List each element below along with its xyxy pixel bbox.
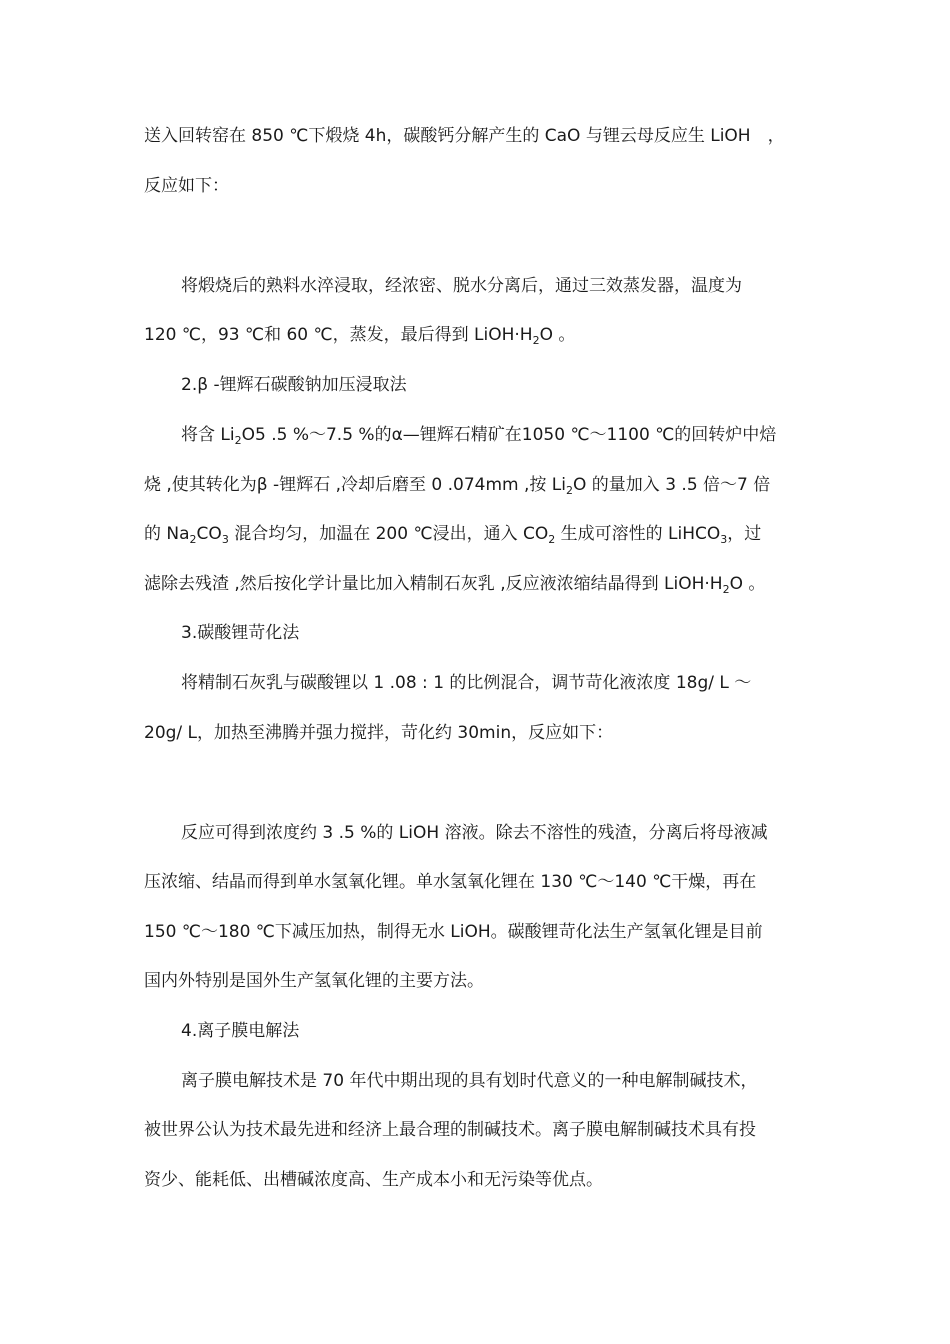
text-segment: 生成可溶性的 LiHCO [555,524,721,544]
text-segment: 120 ℃，93 ℃和 60 ℃，蒸发，最后得到 LiOH·H [144,325,533,345]
subscript: 2 [566,484,574,497]
subscript: 3 [720,533,728,546]
paragraph-line: 被世界公认为技术最先进和经济上最合理的制碱技术。离子膜电解制碱技术具有投 [144,1120,756,1140]
paragraph-line: 反应可得到浓度约 3 .5 %的 LiOH 溶液。除去不溶性的残渣，分离后将母液减 [181,823,768,843]
text-segment: O 的量加入 3 .5 倍～7 倍 [573,475,771,495]
text-segment: 滤除去残渣 ,然后按化学计量比加入精制石灰乳 ,反应液浓缩结晶得到 LiOH·H [144,574,723,594]
section-heading: 3.碳酸锂苛化法 [181,623,300,643]
paragraph-line: 送入回转窑在 850 ℃下煅烧 4h，碳酸钙分解产生的 CaO 与锂云母反应生 LiOH ， [144,126,785,146]
text-segment: ，过 [727,524,762,544]
paragraph-line: 将精制石灰乳与碳酸锂以 1 .08 : 1 的比例混合，调节苛化液浓度 18g/ L ～ [181,673,752,693]
subscript: 2 [234,434,242,447]
paragraph-line: 将煅烧后的熟料水淬浸取，经浓密、脱水分离后，通过三效蒸发器，温度为 [181,276,742,296]
paragraph-line: 资少、能耗低、出槽碱浓度高、生产成本小和无污染等优点。 [144,1170,603,1190]
paragraph-line: 20g/ L，加热至沸腾并强力搅拌，苛化约 30min，反应如下： [144,723,614,743]
paragraph-line [144,572,765,596]
paragraph-line [181,423,776,447]
paragraph-line [144,473,770,497]
section-heading: 2.β -锂辉石碳酸钠加压浸取法 [181,375,407,395]
section-heading: 4.离子膜电解法 [181,1021,300,1041]
text-segment: O 。 [539,325,576,345]
text-segment: 混合均匀，加温在 200 ℃浸出，通入 CO [228,524,549,544]
paragraph-line [144,323,575,347]
text-segment: 的 Na [144,524,190,544]
paragraph-line [144,522,761,546]
paragraph-line: 反应如下： [144,176,229,196]
paragraph-line: 150 ℃～180 ℃下减压加热，制得无水 LiOH。碳酸锂苛化法生产氢氧化锂是目前 [144,922,763,942]
paragraph-line: 国内外特别是国外生产氢氧化锂的主要方法。 [144,971,484,991]
text-segment: O5 .5 %～7.5 %的α—锂辉石精矿在1050 ℃～1100 ℃的回转炉中焙 [241,425,777,445]
text-segment: CO [196,524,222,544]
subscript: 3 [221,533,229,546]
paragraph-line: 离子膜电解技术是 70 年代中期出现的具有划时代意义的一种电解制碱技术， [181,1071,758,1091]
text-segment: 将含 Li [181,425,235,445]
subscript: 2 [722,583,730,596]
text-segment: O 。 [729,574,766,594]
text-segment: 烧 ,使其转化为β -锂辉石 ,冷却后磨至 0 .074mm ,按 Li [144,475,567,495]
subscript: 2 [532,334,540,347]
subscript: 2 [548,533,556,546]
paragraph-line: 压浓缩、结晶而得到单水氢氧化锂。单水氢氧化锂在 130 ℃～140 ℃干燥，再在 [144,872,757,892]
subscript: 2 [189,533,197,546]
